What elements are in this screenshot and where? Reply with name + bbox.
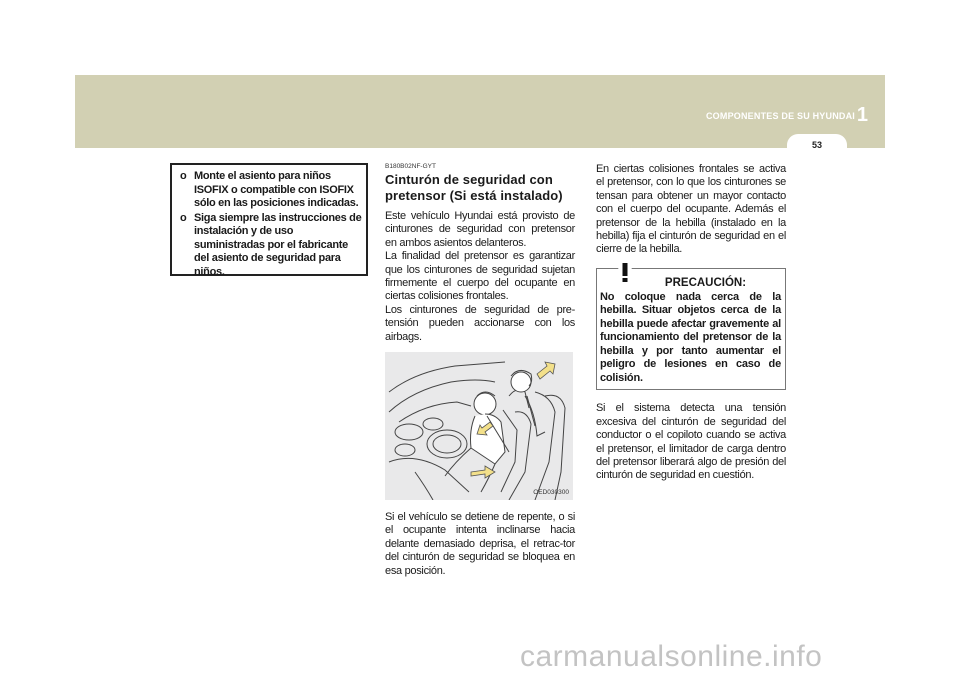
section-title: Cinturón de seguridad con pretensor (Si está instalado) [385,172,563,203]
header-band [75,75,885,148]
paragraph: Si el sistema detecta una tensión excesiva del cinturón de seguridad del conductor o el copiloto cuando se activa el pretensor, el limitador de carga dentro del pretensor liberará algo de presión del cinturón de seguridad en cuestión. [596,402,786,482]
paragraph: En ciertas colisiones frontales se activa el pretensor, con lo que los cinturones se tensan para obtener un mayor contacto con el cuerpo del ocupante. Además el pretensor de la hebilla (instalado en la hebilla) fija el cinturón de seguridad en el cierre de la hebilla. [596,163,786,256]
section-code: B180B02NF-GYT [385,163,436,170]
paragraph: Si el vehículo se detiene de repente, o si el ocupante intenta inclinarse hacia delante demasiado deprisa, el retrac-tor del cinturón de seguridad se bloquea en esa posición. [385,511,575,577]
caution-text: No coloque nada cerca de la hebilla. Situar objetos cerca de la hebilla puede afectar gravemente al funcionamiento del pretensor de la hebilla y por tanto aumentar el peligro de lesiones en caso de colisión. [600,290,781,384]
middle-column [385,163,575,578]
page-number: 53 [811,140,822,150]
warning-item-text: Monte el asiento para niños ISOFIX o compatible con ISOFIX sólo en las posiciones indicadas. [194,170,359,209]
paragraph: La finalidad del pretensor es garantizar que los cinturones de seguridad sujetan firmemente el cuerpo del ocupante en ciertas colisiones frontales. [385,250,575,303]
bullet: o [180,211,187,224]
caution-box [596,268,786,391]
bullet: o [180,170,187,182]
warning-item [176,170,362,211]
chapter-title: COMPONENTES DE SU HYUNDAI [705,111,855,121]
chapter-number: 1 [856,104,868,126]
car-interior-drawing [385,352,573,500]
paragraph: Este vehículo Hyundai está provisto de cinturones de seguridad con pretensor en ambos asientos delanteros. [385,210,575,249]
watermark: carmanualsonline.info [520,640,823,673]
exclamation-warning-icon [609,257,641,285]
warning-item [176,212,362,280]
warning-item-text: Siga siempre las instrucciones de instalación y de uso suministradas por el fabricante del asiento de seguridad para niños. [194,211,362,278]
pretensioner-illustration [385,352,573,500]
caution-title: PRECAUCIÓN: [664,276,747,289]
paragraph: Los cinturones de seguridad de pre-tensión pueden accionarse con los airbags. [385,303,575,343]
right-column [596,163,786,483]
page-number-tab [787,134,847,156]
warning-box [170,163,368,276]
figure-code: OED030300 [533,489,569,497]
